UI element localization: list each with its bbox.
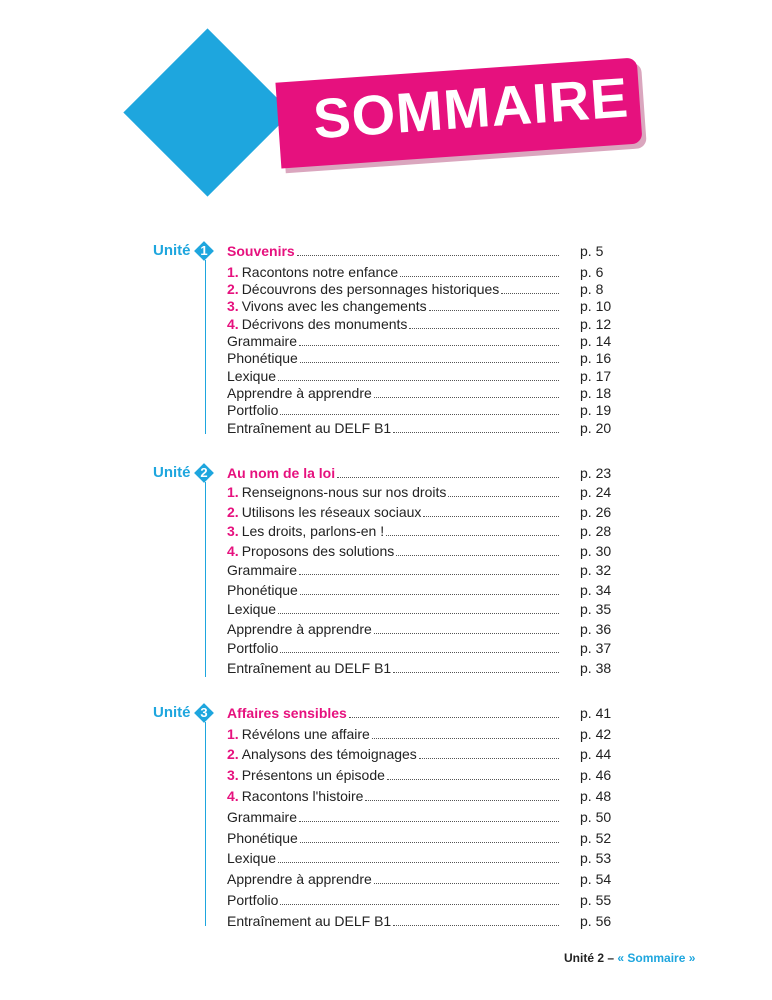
dot-leader	[429, 298, 559, 311]
toc-entry-text: Lexique	[227, 850, 277, 866]
toc-entry[interactable]	[227, 315, 612, 333]
toc-entry[interactable]	[227, 522, 612, 540]
toc-page-number: p. 46	[580, 767, 612, 783]
toc-entry[interactable]	[227, 787, 612, 805]
dot-leader	[374, 621, 559, 634]
toc-entry-number: 4.	[227, 788, 239, 804]
toc-page-number: p. 5	[580, 243, 604, 259]
toc-page-number: p. 20	[580, 420, 612, 436]
toc-entry-number: 2.	[227, 281, 239, 297]
unit-number: 3	[200, 705, 208, 720]
toc-entry-text: Entraînement au DELF B1	[227, 660, 392, 676]
dot-leader	[374, 385, 559, 398]
toc-page-number: p. 35	[580, 601, 612, 617]
toc-entry[interactable]	[227, 280, 612, 298]
toc-page-number: p. 23	[580, 465, 612, 481]
dot-leader	[337, 465, 559, 478]
dot-leader	[396, 543, 559, 556]
toc-entry-number: 3.	[227, 298, 239, 314]
toc-entry-text: Apprendre à apprendre	[227, 871, 372, 887]
dot-leader	[299, 562, 559, 575]
dot-leader	[278, 601, 559, 614]
toc-entry-number: 4.	[227, 543, 239, 559]
toc-entry-text: Racontons notre enfance	[241, 264, 399, 280]
toc-entry[interactable]	[227, 503, 612, 521]
toc-page-number: p. 32	[580, 562, 612, 578]
toc-page-number: p. 14	[580, 333, 612, 349]
toc-entry[interactable]	[227, 561, 612, 579]
toc-entry[interactable]	[227, 829, 612, 847]
footer-unit-text: Unité 2 –	[564, 951, 618, 965]
toc-page-number: p. 37	[580, 640, 612, 656]
toc-entry-text: Lexique	[227, 368, 277, 384]
toc-entry-number: 2.	[227, 504, 239, 520]
toc-entry-text: Phonétique	[227, 830, 298, 846]
toc-entry[interactable]	[227, 808, 612, 826]
dot-leader	[393, 913, 559, 926]
toc-page-number: p. 38	[580, 660, 612, 676]
footer-sommaire-link[interactable]: « Sommaire »	[617, 951, 696, 965]
unit-label: Unité	[153, 704, 191, 721]
page-title: SOMMAIRE	[311, 65, 631, 151]
toc-page-number: p. 50	[580, 809, 612, 825]
toc-entry[interactable]	[227, 297, 612, 315]
unit-number-badge	[195, 464, 213, 482]
toc-title-text: Affaires sensibles	[227, 705, 347, 721]
dot-leader	[419, 746, 559, 759]
dot-leader	[280, 892, 559, 905]
toc-entry[interactable]	[227, 483, 612, 501]
toc-entry-text: Présentons un épisode	[241, 767, 385, 783]
toc-entry-text: Décrivons des monuments	[241, 316, 408, 332]
toc-entry[interactable]	[227, 620, 612, 638]
unit-label: Unité	[153, 464, 191, 481]
toc-entry[interactable]	[227, 639, 612, 657]
dot-leader	[374, 871, 559, 884]
toc-entry-number: 1.	[227, 726, 239, 742]
unit-section-1	[0, 241, 772, 441]
dot-leader	[409, 316, 559, 329]
toc-entry[interactable]	[227, 745, 612, 763]
toc-entry-text: Entraînement au DELF B1	[227, 420, 392, 436]
toc-entry-number: 4.	[227, 316, 239, 332]
toc-page-number: p. 19	[580, 402, 612, 418]
toc-page-number: p. 54	[580, 871, 612, 887]
dot-leader	[300, 350, 559, 363]
toc-page-number: p. 41	[580, 705, 612, 721]
toc-entry-text: Entraînement au DELF B1	[227, 913, 392, 929]
toc-page-number: p. 12	[580, 316, 612, 332]
toc-entry-number: 3.	[227, 523, 239, 539]
dot-leader	[365, 788, 559, 801]
toc-entry[interactable]	[227, 659, 612, 677]
dot-leader	[387, 767, 559, 780]
dot-leader	[423, 504, 559, 517]
toc-entry[interactable]	[227, 891, 612, 909]
toc-entry-text: Grammaire	[227, 333, 298, 349]
unit-section-2	[0, 463, 772, 683]
toc-title-text: Souvenirs	[227, 243, 295, 259]
toc-title-text: Au nom de la loi	[227, 465, 336, 481]
dot-leader	[280, 402, 559, 415]
toc-entry-text: Grammaire	[227, 809, 298, 825]
toc-entry-number: 3.	[227, 767, 239, 783]
dot-leader	[400, 264, 559, 277]
unit-divider-line	[205, 260, 206, 434]
unit-section-3	[0, 703, 772, 933]
toc-entry[interactable]	[227, 401, 612, 419]
toc-page-number: p. 17	[580, 368, 612, 384]
dot-leader	[372, 726, 559, 739]
dot-leader	[278, 850, 559, 863]
unit-number: 2	[200, 465, 208, 480]
toc-entry[interactable]	[227, 384, 612, 402]
toc-entry-text: Phonétique	[227, 350, 298, 366]
dot-leader	[299, 333, 559, 346]
toc-entry-text: Grammaire	[227, 562, 298, 578]
toc-entry[interactable]	[227, 912, 612, 930]
dot-leader	[300, 830, 559, 843]
toc-entry[interactable]	[227, 581, 612, 599]
toc-entry-text: Apprendre à apprendre	[227, 621, 372, 637]
page-header	[0, 0, 772, 220]
toc-page-number: p. 52	[580, 830, 612, 846]
toc-entry[interactable]	[227, 870, 612, 888]
dot-leader	[280, 640, 559, 653]
toc-page-number: p. 55	[580, 892, 612, 908]
page-footer	[564, 951, 695, 965]
dot-leader	[278, 368, 559, 381]
toc-page-number: p. 36	[580, 621, 612, 637]
toc-entry-text: Découvrons des personnages historiques	[241, 281, 500, 297]
toc-entry[interactable]	[227, 725, 612, 743]
toc-page-number: p. 42	[580, 726, 612, 742]
toc-page-number: p. 44	[580, 746, 612, 762]
toc-page-number: p. 24	[580, 484, 612, 500]
toc-page-number: p. 34	[580, 582, 612, 598]
toc-page-number: p. 56	[580, 913, 612, 929]
toc-entry-number: 1.	[227, 484, 239, 500]
dot-leader	[448, 484, 559, 497]
dot-leader	[300, 582, 559, 595]
unit-number-badge	[195, 242, 213, 260]
dot-leader	[393, 420, 559, 433]
toc-entry[interactable]	[227, 766, 612, 784]
toc-entry-text: Racontons l'histoire	[241, 788, 364, 804]
toc-entry[interactable]	[227, 419, 612, 437]
toc-entry-text: Portfolio	[227, 640, 279, 656]
toc-entry[interactable]	[227, 600, 612, 618]
blue-diamond-decoration	[123, 28, 291, 196]
unit-divider-line	[205, 722, 206, 926]
toc-page-number: p. 48	[580, 788, 612, 804]
dot-leader	[501, 281, 559, 294]
toc-entry-text: Analysons des témoignages	[241, 746, 417, 762]
toc-entry[interactable]	[227, 263, 612, 281]
unit-divider-line	[205, 482, 206, 677]
toc-entry-text: Portfolio	[227, 892, 279, 908]
toc-entry[interactable]	[227, 849, 612, 867]
unit-label: Unité	[153, 242, 191, 259]
dot-leader	[297, 243, 559, 256]
toc-page-number: p. 6	[580, 264, 604, 280]
toc-page-number: p. 10	[580, 298, 612, 314]
toc-page-number: p. 53	[580, 850, 612, 866]
toc-entry-text: Proposons des solutions	[241, 543, 395, 559]
toc-entry-text: Vivons avec les changements	[241, 298, 427, 314]
dot-leader	[299, 809, 559, 822]
dot-leader	[386, 523, 559, 536]
toc-entry[interactable]	[227, 332, 612, 350]
toc-entry-text: Lexique	[227, 601, 277, 617]
toc-page-number: p. 26	[580, 504, 612, 520]
toc-entry-text: Les droits, parlons-en !	[241, 523, 385, 539]
toc-entry[interactable]	[227, 349, 612, 367]
toc-entry-number: 1.	[227, 264, 239, 280]
unit-number: 1	[200, 243, 208, 258]
toc-entry-text: Renseignons-nous sur nos droits	[241, 484, 447, 500]
toc-entry-number: 2.	[227, 746, 239, 762]
toc-page-number: p. 28	[580, 523, 612, 539]
toc-page-number: p. 8	[580, 281, 604, 297]
toc-entry-text: Portfolio	[227, 402, 279, 418]
toc-entry-text: Apprendre à apprendre	[227, 385, 372, 401]
toc-unit-title[interactable]	[227, 704, 612, 722]
dot-leader	[349, 705, 559, 718]
dot-leader	[393, 660, 559, 673]
toc-entry-text: Utilisons les réseaux sociaux	[241, 504, 422, 520]
toc-page-number: p. 18	[580, 385, 612, 401]
unit-number-badge	[195, 704, 213, 722]
toc-page-number: p. 30	[580, 543, 612, 559]
toc-entry[interactable]	[227, 542, 612, 560]
toc-entry-text: Phonétique	[227, 582, 298, 598]
toc-unit-title[interactable]	[227, 242, 612, 260]
toc-entry[interactable]	[227, 367, 612, 385]
toc-entry-text: Révélons une affaire	[241, 726, 370, 742]
toc-unit-title[interactable]	[227, 464, 612, 482]
toc-page-number: p. 16	[580, 350, 612, 366]
